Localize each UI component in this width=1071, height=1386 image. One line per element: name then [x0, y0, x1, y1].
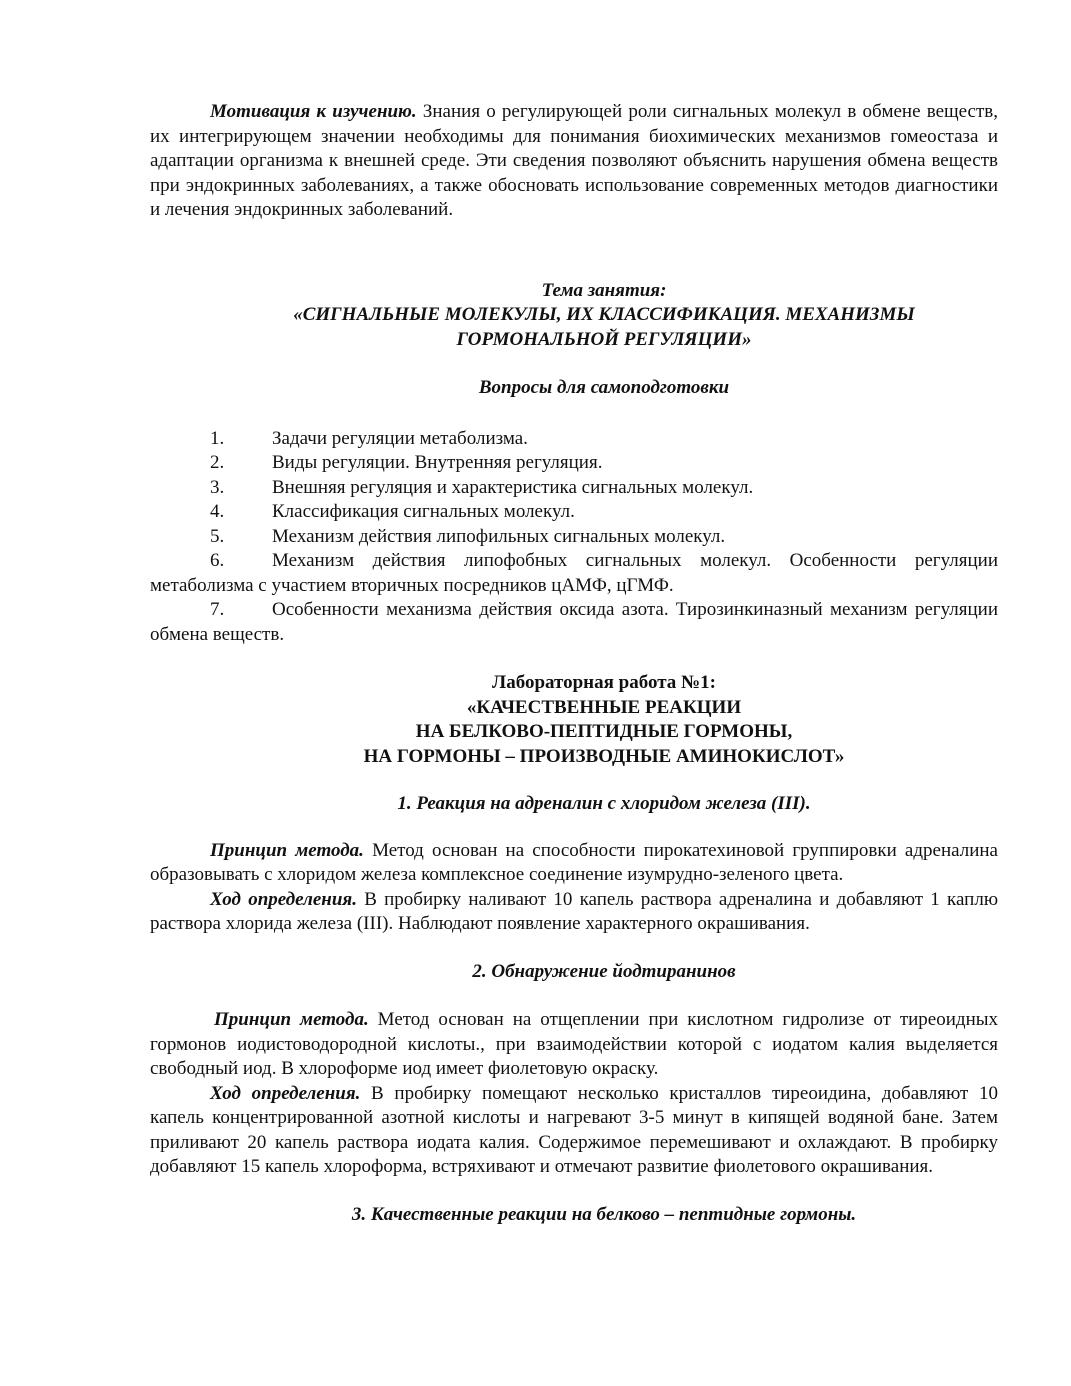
- document-page: [150, 100, 998, 1227]
- question-item: [150, 525, 998, 550]
- section2-principle-lead: Принцип метода.: [214, 1009, 369, 1030]
- motivation-lead: Мотивация к изучению.: [210, 101, 417, 122]
- section2-heading: 2. Обнаружение йодтиранинов: [472, 960, 736, 982]
- questions-heading: Вопросы для самоподготовки: [478, 377, 730, 398]
- section3-heading: 3. Качественные реакции на белково – пептидные гормоны.: [351, 1203, 857, 1225]
- section1-principle-lead: Принцип метода.: [210, 839, 364, 861]
- question-item: [150, 500, 998, 525]
- motivation-text: Знания о регулирующей роли сигнальных молекул в обмене веществ, их интегрирующем значении необходимы для понимания биохимических механизмов гомеостаза и адаптации организма к внешней среде. Эти сведения позволяют объяснить нарушения обмена веществ при эндокринных заболеваниях, а также обосновать использование современных методов диагностики и лечения эндокринных заболеваний.: [150, 101, 998, 220]
- section2-principle-text: Метод основан на отщеплении при кислотном гидролизе от тиреоидных гормонов иодистоводородной кислоты., при взаимодействии которой с иодатом калия выделяется свободный иод. В хлороформе иод имеет фиолетовую окраску.: [150, 1009, 999, 1079]
- lab-title-line4: НА ГОРМОНЫ – ПРОИЗВОДНЫЕ АМИНОКИСЛОТ»: [363, 745, 845, 767]
- question-text: Механизм действия липофильных сигнальных молекул.: [272, 525, 726, 547]
- question-text: Внешняя регуляция и характеристика сигнальных молекул.: [272, 476, 754, 498]
- section2-procedure-text: В пробирку помещают несколько кристаллов тиреоидина, добавляют 10 капель концентрированной азотной кислоты и нагревают 3-5 минут в кипящей водяной бане. Затем приливают 20 капель раствора иодата калия. Содержимое перемешивают и охлаждают. В пробирку добавляют 15 капель хлороформа, встряхивают и отмечают развитие фиолетового окрашивания.: [150, 1082, 998, 1177]
- section1-procedure: [150, 888, 998, 937]
- question-text: Особенности механизма действия оксида азота. Тирозинкиназный механизм регуляции обмена веществ.: [150, 599, 998, 645]
- question-number: 1.: [210, 427, 225, 449]
- question-item: [150, 476, 998, 501]
- question-item: [150, 451, 998, 476]
- section1-procedure-lead: Ход определения.: [210, 888, 357, 910]
- section1-procedure-text: В пробирку наливают 10 капель раствора адреналина и добавляют 1 каплю раствора хлорида железа (III). Наблюдают появление характерного окрашивания.: [150, 888, 999, 934]
- questions-list: [150, 427, 998, 648]
- question-text: Виды регуляции. Внутренняя регуляция.: [272, 452, 603, 473]
- section1-heading: 1. Реакция на адреналин с хлоридом железа (III).: [397, 793, 811, 814]
- section2-principle: [150, 1008, 998, 1082]
- question-number: 6.: [210, 550, 225, 571]
- lab-title-line3: НА БЕЛКОВО-ПЕПТИДНЫЕ ГОРМОНЫ,: [415, 721, 793, 742]
- question-number: 3.: [210, 476, 225, 498]
- question-item: [150, 598, 998, 647]
- section1-principle-text: Метод основан на способности пирокатехиновой группировки адреналина образовывать с хлоридом железа комплексное соединение изумрудно-зеленого цвета.: [150, 839, 998, 885]
- section2-procedure-lead: Ход определения.: [210, 1082, 361, 1104]
- question-number: 7.: [210, 599, 225, 620]
- question-text: Механизм действия липофобных сигнальных молекул. Особенности регуляции метаболизма с участием вторичных посредников цАМФ, цГМФ.: [150, 550, 998, 596]
- question-text: Классификация сигнальных молекул.: [272, 501, 575, 522]
- topic-title-line1: «СИГНАЛЬНЫЕ МОЛЕКУЛЫ, ИХ КЛАССИФИКАЦИЯ. МЕХАНИЗМЫ: [293, 304, 915, 325]
- topic-label: Тема занятия:: [541, 279, 667, 301]
- question-number: 5.: [210, 525, 225, 547]
- motivation-paragraph: [150, 100, 998, 223]
- question-number: 4.: [210, 501, 225, 522]
- question-item: [150, 549, 998, 598]
- question-item: [150, 427, 998, 452]
- topic-title-line2: ГОРМОНАЛЬНОЙ РЕГУЛЯЦИИ»: [456, 328, 752, 350]
- question-number: 2.: [210, 452, 225, 473]
- section2-procedure: [150, 1082, 998, 1180]
- lab-title-line1: Лабораторная работа №1:: [492, 672, 716, 693]
- lab-title-line2: «КАЧЕСТВЕННЫЕ РЕАКЦИИ: [466, 696, 742, 718]
- section1-principle: [150, 839, 998, 888]
- question-text: Задачи регуляции метаболизма.: [272, 427, 528, 449]
